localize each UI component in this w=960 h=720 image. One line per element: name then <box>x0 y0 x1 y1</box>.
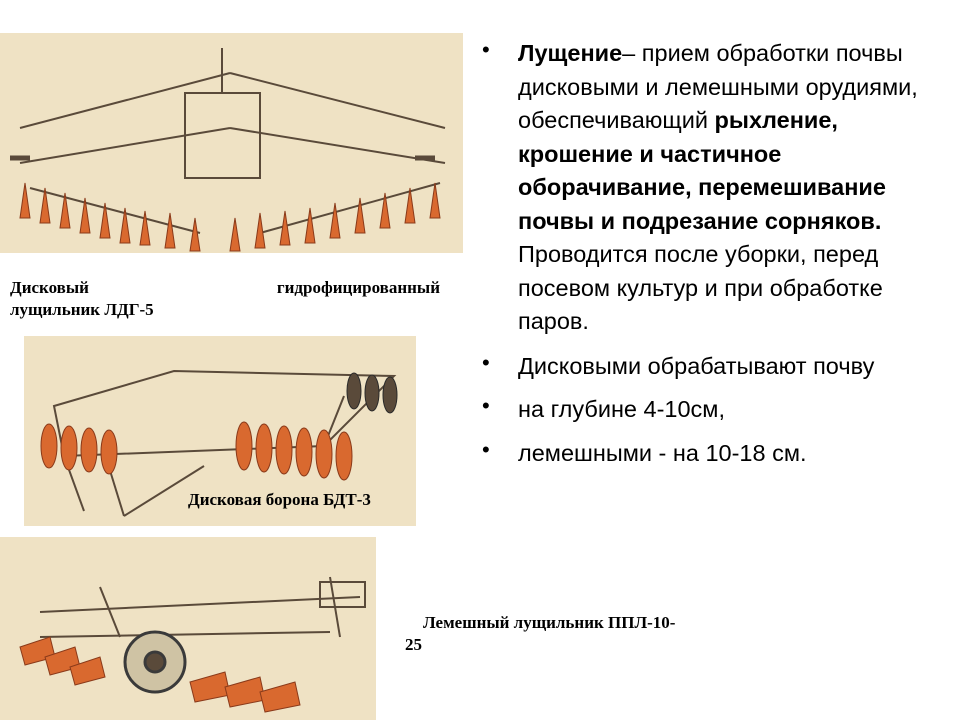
bullet-list <box>480 37 930 470</box>
ldg-caption <box>10 277 440 321</box>
ppl-illustration <box>0 537 376 720</box>
ppl-drawing <box>0 537 376 720</box>
ldg-illustration <box>0 33 463 253</box>
ppl-caption-line1: Лемешный лущильник ППЛ-10- <box>423 613 676 632</box>
definition-bold: рыхление, крошение и частичное оборачивание, перемешивание почвы и подрезание сорняков. <box>518 107 886 234</box>
ldg-caption-line2: лущильник ЛДГ-5 <box>10 300 154 319</box>
bdt-caption: Дисковая борона БДТ-3 <box>188 490 371 509</box>
bullet-depth-disc: • на глубине 4-10см, <box>480 393 930 427</box>
ldg-caption-word2: гидрофицированный <box>276 278 440 297</box>
ldg-drawing <box>0 33 463 253</box>
ppl-caption <box>405 612 795 656</box>
definition-text-1: – прием обработки почвы дисковыми и лемешными орудиями, обеспечивающий <box>518 40 918 133</box>
definition-text-2: Проводится после уборки, перед посевом культур и при обработке паров. <box>518 241 883 334</box>
bullet-definition <box>480 37 930 339</box>
ldg-caption-word1: Дисковый <box>10 278 89 297</box>
ppl-caption-line2: 25 <box>405 635 422 654</box>
term-lushchenie: Лущение <box>518 40 623 66</box>
bullet-depth-share: • лемешными - на 10-18 см. <box>480 437 930 471</box>
bullet-disc-tools: • Дисковыми обрабатывают почву <box>480 350 930 384</box>
